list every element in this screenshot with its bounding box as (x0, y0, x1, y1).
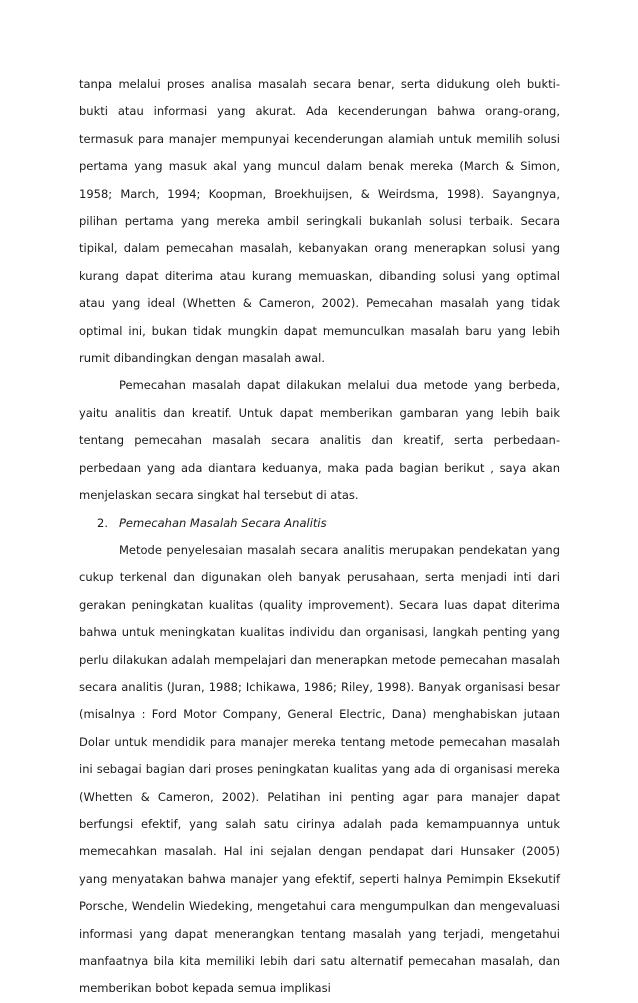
paragraph-methods-intro: Pemecahan masalah dapat dilakukan melalui dua metode yang berbeda, yaitu analitis dan kreatif. Untuk dapat memberikan gambaran yang lebih baik tentang pemecahan masalah secara analitis dan kreatif, serta perbedaan-perbedaan yang ada diantara keduanya, maka pada bagian berikut , saya akan menjelaskan secara singkat hal tersebut di atas. (79, 378, 560, 503)
body-text (79, 71, 560, 1003)
section-heading (79, 510, 560, 537)
paragraph-analytic-method: Metode penyelesaian masalah secara analitis merupakan pendekatan yang cukup terkenal dan digunakan oleh banyak perusahaan, serta menjadi inti dari gerakan peningkatan kualitas (quality improvement). Secara luas dapat diterima bahwa untuk meningkatan kualitas individu dan organisasi, langkah penting yang perlu dilakukan adalah mempelajari dan menerapkan metode pemecahan masalah secara analitis (Juran, 1988; Ichikawa, 1986; Riley, 1998). Banyak organisasi besar (misalnya : Ford Motor Company, General Electric, Dana) menghabiskan jutaan Dolar untuk mendidik para manajer mereka tentang metode pemecahan masalah ini sebagai bagian dari proses peningkatan kualitas yang ada di organisasi mereka (Whetten & Cameron, 2002). Pelatihan ini penting agar para manajer dapat berfungsi efektif, yang salah satu cirinya adalah pada kemampuannya untuk memecahkan masalah. Hal ini sejalan dengan pendapat dari Hunsaker (2005) yang menyatakan bahwa manajer yang efektif, seperti halnya Pemimpin Eksekutif Porsche, Wendelin Wiedeking, mengetahui cara mengumpulkan dan mengevaluasi informasi yang dapat menerangkan tentang masalah yang terjadi, mengetahui manfaatnya bila kita memiliki lebih dari satu alternatif pemecahan masalah, dan memberikan bobot kepada semua implikasi (79, 542, 560, 996)
paragraph-continuation: tanpa melalui proses analisa masalah secara benar, serta didukung oleh bukti-bukti atau informasi yang akurat. Ada kecenderungan bahwa orang-orang, termasuk para manajer mempunyai kecenderungan alamiah untuk memilih solusi pertama yang masuk akal yang muncul dalam benak mereka (March & Simon, 1958; March, 1994; Koopman, Broekhuijsen, & Weirdsma, 1998). Sayangnya, pilihan pertama yang mereka ambil seringkali bukanlah solusi terbaik. Secara tipikal, dalam pemecahan masalah, kebanyakan orang menerapkan solusi yang kurang dapat diterima atau kurang memuaskan, dibanding solusi yang optimal atau yang ideal (Whetten & Cameron, 2002). Pemecahan masalah yang tidak optimal ini, bukan tidak mungkin dapat memunculkan masalah baru yang lebih rumit dibandingkan dengan masalah awal. (79, 77, 560, 366)
section-heading-text: Pemecahan Masalah Secara Analitis (119, 515, 327, 530)
section-heading-number: 2. (97, 515, 108, 530)
